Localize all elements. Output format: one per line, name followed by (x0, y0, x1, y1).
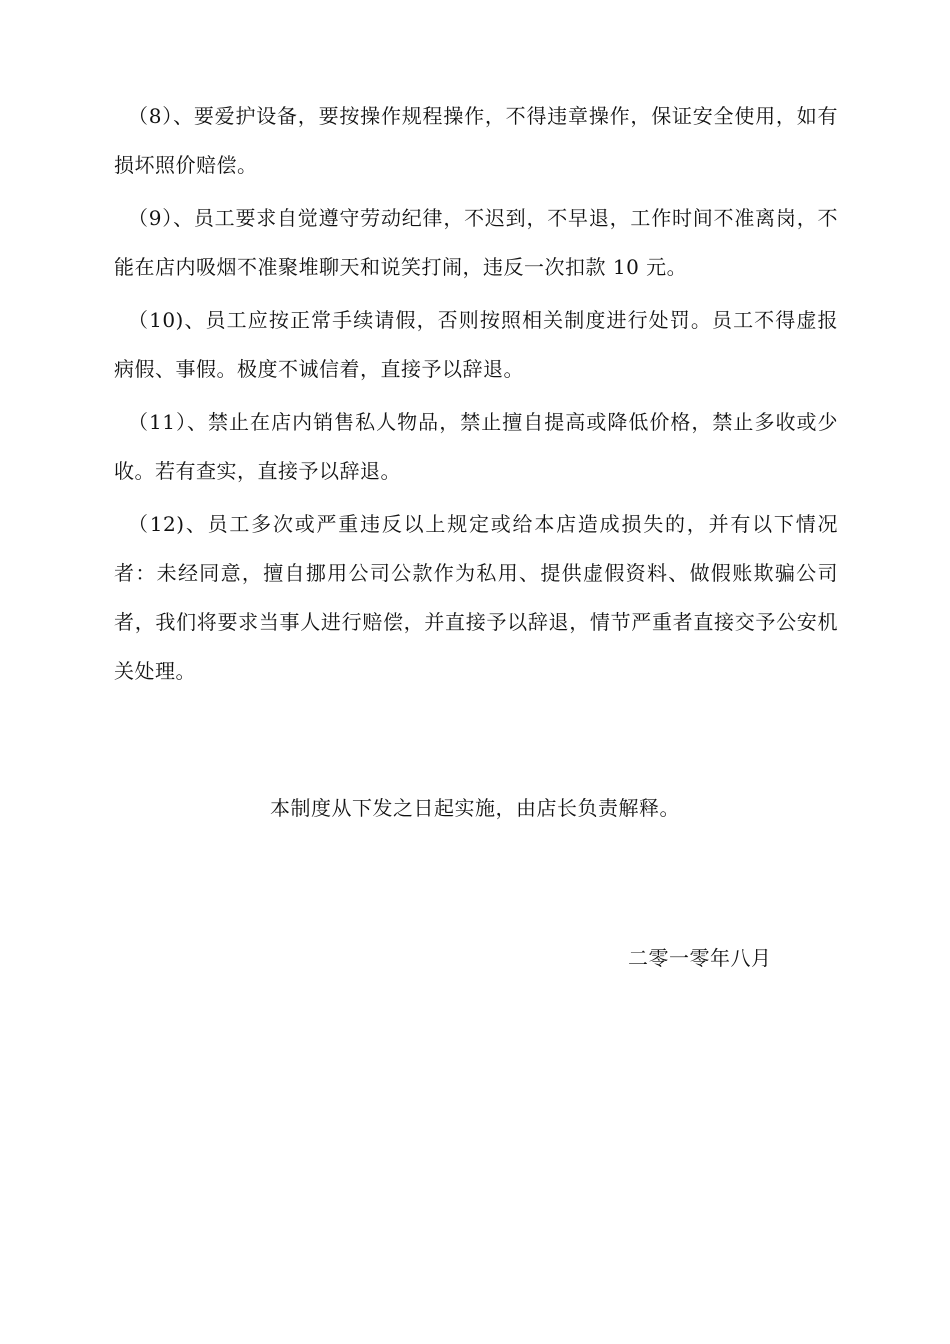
rule-item-10: （10)、员工应按正常手续请假，否则按照相关制度进行处罚。员工不得虚报病假、事假。极度不诚信着，直接予以辞退。 (114, 308, 838, 381)
rule-item-11: （11）、禁止在店内销售私人物品，禁止擅自提高或降低价格，禁止多收或少收。若有查实，直接予以辞退。 (114, 410, 838, 483)
issue-date: 二零一零年八月 (628, 946, 772, 970)
closing-statement: 本制度从下发之日起实施，由店长负责解释。 (270, 796, 680, 820)
rule-item-9: （9）、员工要求自觉遵守劳动纪律，不迟到，不早退，工作时间不准离岗，不能在店内吸烟不准聚堆聊天和说笑打闹，违反一次扣款 10 元。 (114, 206, 838, 279)
rule-item-8: （8）、要爱护设备，要按操作规程操作，不得违章操作，保证安全使用，如有损坏照价赔偿。 (114, 104, 838, 177)
rule-item-12: （12)、员工多次或严重违反以上规定或给本店造成损失的，并有以下情况者：未经同意，擅自挪用公司公款作为私用、提供虚假资料、做假账欺骗公司者，我们将要求当事人进行赔偿，并直接予以辞退，情节严重者直接交予公安机关处理。 (114, 512, 838, 683)
rules-list (114, 92, 838, 700)
